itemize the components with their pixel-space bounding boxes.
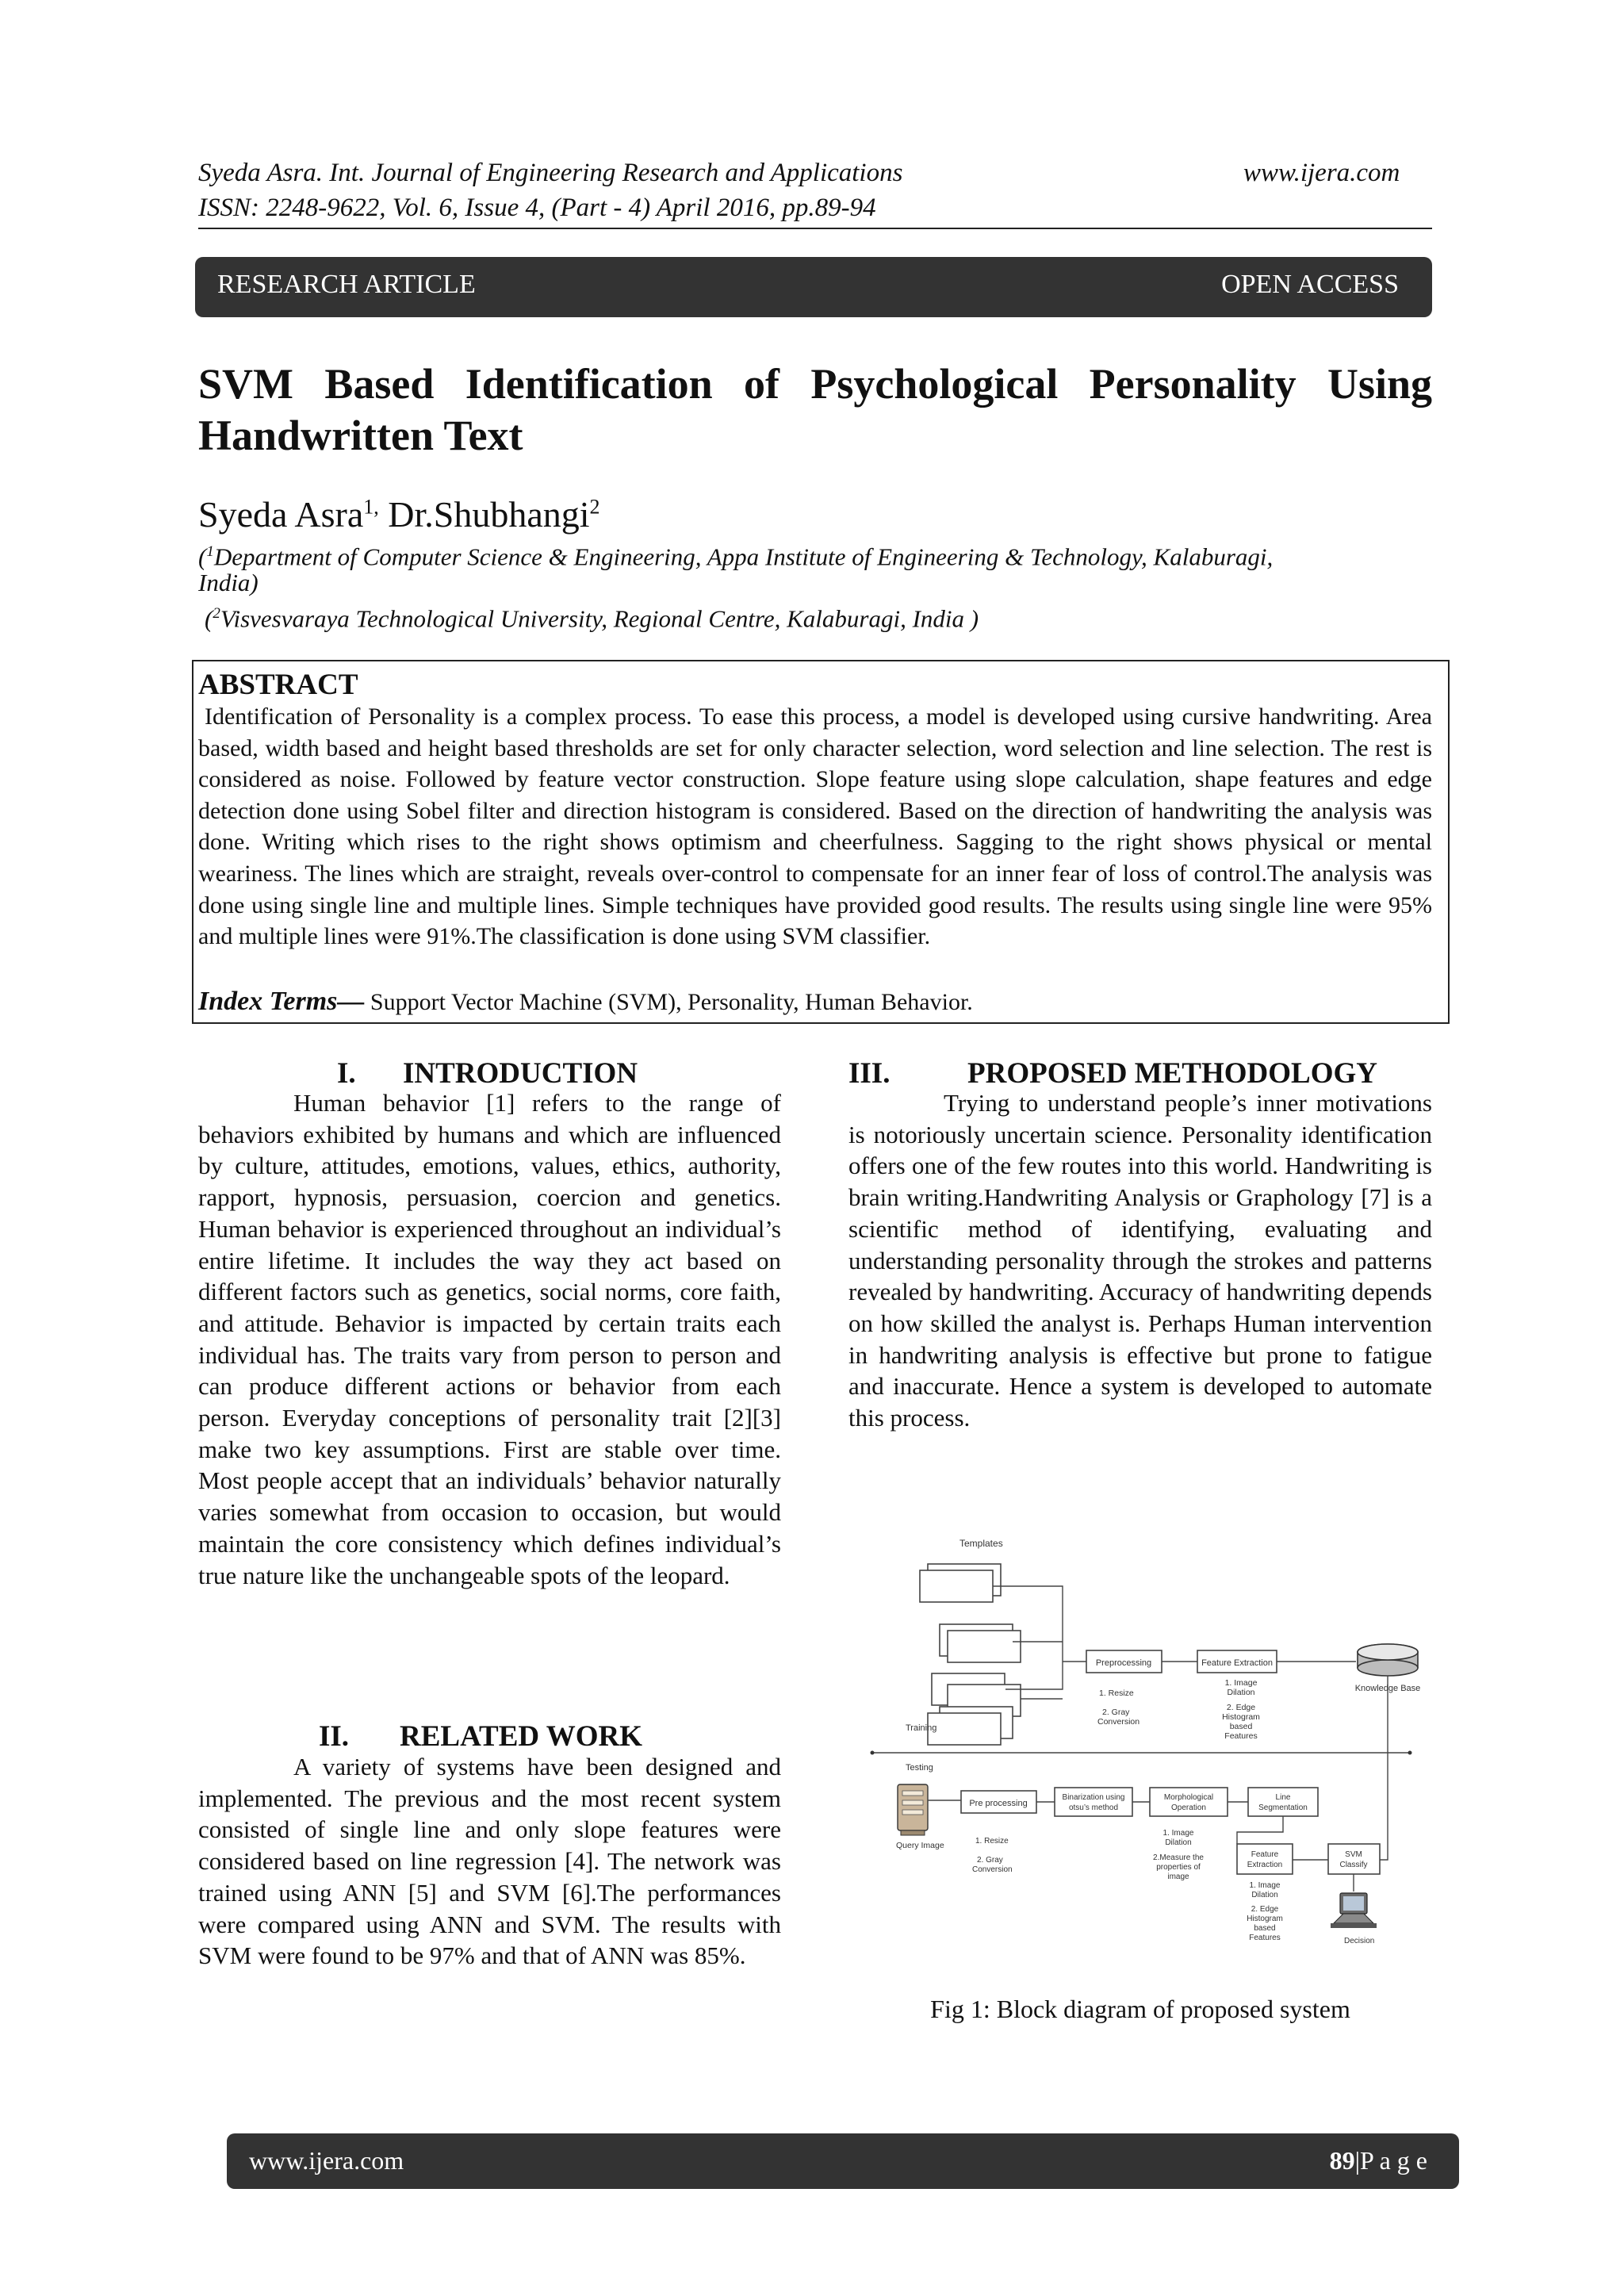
test-fe-edge-1: 2. Edge (1251, 1905, 1279, 1914)
page-footer (227, 2133, 1459, 2189)
section-3-title: PROPOSED METHODOLOGY (967, 1057, 1378, 1090)
affiliation-1-sup: 1 (206, 543, 214, 560)
test-fe-dilation-2: Dilation (1251, 1891, 1278, 1899)
decision-computer-icon (1331, 1893, 1377, 1928)
test-dilation-note-2: Dilation (1165, 1838, 1192, 1847)
section-1-title: INTRODUCTION (403, 1057, 638, 1090)
train-edge-note-4: Features (1224, 1731, 1258, 1741)
testing-label: Testing (906, 1763, 933, 1773)
related-work-paragraph: A variety of systems have been designed and implemented. The previous and the most recent system consisted of single line and only slope features were considered based on line regression [4]. The network was trained using ANN [5] and SVM [6].The performances were compared using ANN and SVM. The results with SVM were found to be 97% and that of ANN was 85%. (198, 1753, 781, 1970)
test-gray-note-2: Conversion (972, 1865, 1013, 1874)
knowledge-base-label: Knowledge Base (1354, 1684, 1421, 1693)
author-2-sup: 2 (589, 495, 600, 519)
svm-classify-box (1328, 1844, 1380, 1874)
binarization-label-2: otsu’s method (1068, 1803, 1119, 1812)
author-2: Dr.Shubhangi (388, 494, 590, 535)
figure-caption: Fig 1: Block diagram of proposed system (930, 1995, 1350, 2023)
query-image-icon (898, 1784, 928, 1835)
intro-paragraph: Human behavior [1] refers to the range of behaviors exhibited by humans and which are influenced by culture, attitudes, emotions, values, ethics, authority, rapport, hypnosis, persuasion, coercion and genetics. Human behavior is experienced throughout an individual’s entire lifetime. It includes the way they act based on different factors such as genetics, social norms, core faith, and attitude. Behavior is impacted by certain traits each individual has. The traits vary from person to person and can produce different actions or behavior from each person. Everyday conceptions of personality trait [2][3] make two key assumptions. First are stable over time. Most people accept that an individuals’ behavior naturally varies somewhat from occasion to occasion, but would maintain the core consistency which defines individual’s true nature like the unchangeable spots of the leopard. (198, 1089, 781, 1589)
footer-website[interactable]: www.ijera.com (249, 2146, 404, 2175)
index-terms-text: Support Vector Machine (SVM), Personality, Human Behavior. (370, 989, 973, 1015)
test-fe-label-1: Feature (1251, 1850, 1279, 1859)
section-3-body (848, 1087, 1432, 1434)
page-number (1330, 2146, 1427, 2175)
svm-label-2: Classify (1339, 1861, 1368, 1869)
index-terms (198, 987, 973, 1017)
divider-right-dot (1408, 1751, 1412, 1755)
knowledge-base-icon (1358, 1644, 1418, 1676)
test-feature-extraction-box (1237, 1844, 1293, 1874)
measure-note-1: 2.Measure the (1153, 1853, 1204, 1862)
morphological-label-1: Morphological (1163, 1793, 1214, 1802)
journal-website[interactable]: www.ijera.com (1243, 159, 1400, 187)
research-article-label: RESEARCH ARTICLE (217, 270, 476, 299)
test-fe-label-2: Extraction (1247, 1861, 1283, 1869)
arrow-line-fe (1237, 1816, 1283, 1844)
svm-label-1: SVM (1345, 1850, 1362, 1859)
issn-line: ISSN: 2248-9622, Vol. 6, Issue 4, (Part - 4) April 2016, pp.89-94 (198, 194, 876, 222)
test-fe-edge-2: Histogram (1247, 1915, 1283, 1923)
test-gray-note-1: 2. Gray (977, 1856, 1003, 1865)
section-2-title: RELATED WORK (400, 1720, 642, 1753)
affiliation-1-text: Department of Computer Science & Engineering, Appa Institute of Engineering & Technology, Kalaburagi, (213, 542, 1274, 571)
line-segmentation-label-1: Line (1275, 1793, 1291, 1802)
header-rule (198, 228, 1432, 229)
section-1-body (198, 1087, 781, 1591)
query-image-label: Query Image (896, 1841, 944, 1850)
page-label: |P a g e (1354, 2146, 1427, 2175)
feature-extraction-label: Feature Extraction (1201, 1658, 1273, 1668)
section-1-number: I. (337, 1057, 356, 1090)
affiliation-1-cont: India) (198, 569, 259, 596)
pre-processing-label: Pre processing (969, 1799, 1028, 1808)
training-label: Training (906, 1723, 937, 1733)
section-2-number: II. (319, 1720, 350, 1753)
test-dilation-note-1: 1. Image (1162, 1829, 1194, 1838)
binarization-label-1: Binarization using (1062, 1793, 1125, 1802)
block-diagram (864, 1523, 1435, 1979)
author-1: Syeda Asra (198, 494, 364, 535)
templates-label: Templates (959, 1538, 1003, 1549)
abstract-text: Identification of Personality is a complex process. To ease this process, a model is developed using cursive handwriting. Area based, width based and height based thresholds are set for only character selection, word selection and line selection. The rest is considered as noise. Followed by feature vector construction. Slope feature using slope calculation, shape features and edge detection done using Sobel filter and direction histogram is considered. Based on the direction of handwriting the analysis was done. Writing which rises to the right shows optimism and cheerfulness. Sagging to the right shows physical or mental weariness. The lines which are straight, reveals over-control to compensate for an inner fear of loss of control.The analysis was done using single line and multiple lines. Simple techniques have provided good results. The results using single line were 95% and multiple lines were 91%.The classification is done using SVM classifier. (198, 703, 1432, 950)
affiliation-2: ($^2$Visvesvaraya Technological University, Regional Centre, Kalaburagi, India ) (205, 604, 979, 633)
divider-left-dot (871, 1751, 875, 1755)
train-edge-note-2: Histogram (1222, 1712, 1260, 1722)
template-images (920, 1564, 1021, 1745)
open-access-label: OPEN ACCESS (1221, 270, 1399, 299)
train-dilation-note-2: Dilation (1227, 1688, 1255, 1697)
measure-note-3: image (1167, 1872, 1189, 1881)
test-fe-dilation-1: 1. Image (1249, 1881, 1281, 1890)
train-resize-note: 1. Resize (1099, 1688, 1134, 1698)
morphological-label-2: Operation (1171, 1803, 1206, 1812)
kb-to-svm-line (1380, 1676, 1388, 1860)
abstract-heading: ABSTRACT (198, 669, 358, 701)
test-fe-edge-3: based (1254, 1924, 1276, 1933)
train-edge-note-3: based (1229, 1722, 1253, 1731)
line-segmentation-label-2: Segmentation (1258, 1803, 1308, 1812)
paper-title: SVM Based Identification of Psychological Personality Using (198, 360, 1432, 408)
affiliation-2-sup: 2 (213, 605, 220, 622)
author-list (198, 493, 600, 535)
affiliation-2-text: Visvesvaraya Technological University, Regional Centre, Kalaburagi, India ) (220, 604, 979, 633)
paper-title-line2: Handwritten Text (198, 412, 523, 459)
measure-note-2: properties of (1156, 1863, 1201, 1872)
section-3-number: III. (848, 1057, 891, 1090)
section-2-body (198, 1751, 781, 1972)
page-number-value: 89 (1329, 2146, 1355, 2175)
preprocessing-label: Preprocessing (1095, 1658, 1152, 1668)
test-fe-edge-4: Features (1249, 1934, 1281, 1942)
affiliation-1: ($^1$Department of Computer Science & Engineering, Appa Institute of Engineering & Technology, Kalaburagi, (198, 542, 1274, 571)
train-gray-note-1: 2. Gray (1102, 1708, 1130, 1717)
decision-label: Decision (1344, 1937, 1375, 1945)
article-banner (195, 257, 1432, 317)
author-1-sup: 1, (363, 495, 379, 519)
journal-name: Syeda Asra. Int. Journal of Engineering Research and Applications (198, 159, 903, 187)
test-resize-note: 1. Resize (975, 1837, 1009, 1846)
train-edge-note-1: 2. Edge (1226, 1703, 1256, 1712)
train-dilation-note-1: 1. Image (1224, 1678, 1258, 1688)
index-terms-label: Index Terms— (198, 987, 365, 1016)
methodology-paragraph: Trying to understand people’s inner motivations is notoriously uncertain science. Personality identification offers one of the few routes into this world. Handwriting is brain writing.Handwriting Analysis or Graphology [7] is a scientific method of identifying, evaluating and understanding personality through the strokes and patterns revealed by handwriting. Accuracy of handwriting depends on how skilled the analyst is. Perhaps Human intervention in handwriting analysis is effective but prone to fatigue and inaccurate. Hence a system is developed to automate this process. (848, 1089, 1432, 1432)
train-gray-note-2: Conversion (1097, 1717, 1140, 1727)
